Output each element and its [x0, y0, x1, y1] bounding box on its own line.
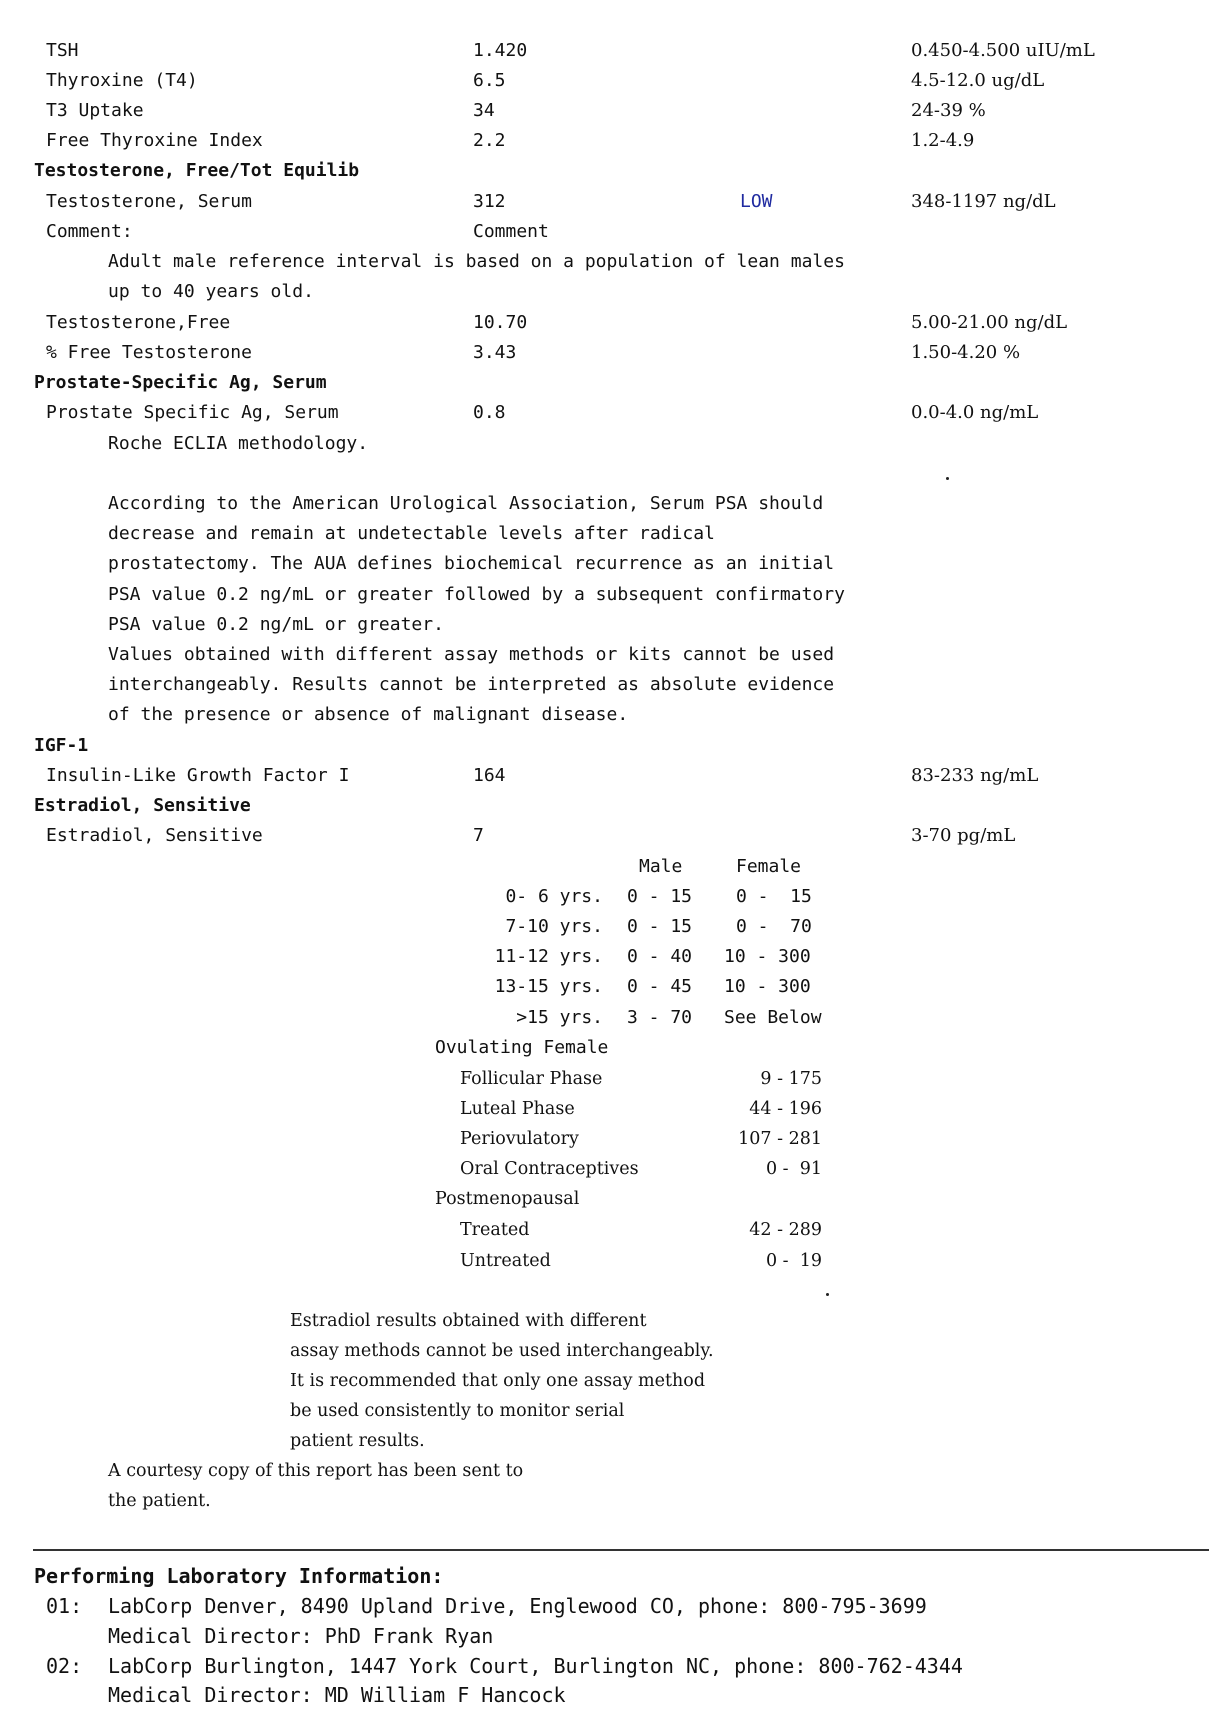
comment-text: decrease and remain at undetectable levels after radical: [108, 523, 715, 544]
comment-text: prostatectomy. The AUA defines biochemical recurrence as an initial: [108, 553, 835, 574]
courtesy-note: A courtesy copy of this report has been sent to: [108, 1461, 524, 1481]
reference-range: 3-70 pg/mL: [911, 825, 1016, 846]
comment-text: interchangeably. Results cannot be interpreted as absolute evidence: [108, 674, 835, 695]
result-name: % Free Testosterone: [46, 342, 252, 363]
phase-name: Periovulatory: [460, 1129, 579, 1149]
postmenopausal-title: Postmenopausal: [435, 1189, 580, 1209]
stray-dot: [946, 477, 949, 480]
lab-address: LabCorp Burlington, 1447 York Court, Burlington NC, phone: 800-762-4344: [108, 1654, 963, 1678]
result-name: TSH: [46, 40, 79, 61]
result-value: 2.2: [473, 130, 506, 151]
reference-range: 1.2-4.9: [911, 130, 975, 151]
age-band: 13-15 yrs.: [494, 976, 603, 997]
lab-director: Medical Director: MD William F Hancock: [108, 1683, 566, 1707]
section-divider: [33, 1549, 1209, 1551]
reference-range: 24-39 %: [911, 100, 986, 121]
female-range: 10 - 300: [724, 976, 811, 997]
age-band: 7-10 yrs.: [505, 916, 603, 937]
phase-name: Follicular Phase: [460, 1069, 603, 1089]
phase-range: 0 - 91: [765, 1159, 822, 1179]
result-name: Thyroxine (T4): [46, 70, 198, 91]
comment-text: Estradiol results obtained with different: [290, 1311, 647, 1331]
comment-text: of the presence or absence of malignant disease.: [108, 704, 629, 725]
age-band: 0- 6 yrs.: [505, 886, 603, 907]
result-name: Free Thyroxine Index: [46, 130, 263, 151]
age-band: >15 yrs.: [516, 1007, 603, 1028]
male-range: 3 - 70: [627, 1007, 693, 1028]
reference-range: 0.0-4.0 ng/mL: [911, 402, 1039, 423]
male-range: 0 - 40: [627, 946, 693, 967]
lab-address: LabCorp Denver, 8490 Upland Drive, Englewood CO, phone: 800-795-3699: [108, 1594, 927, 1618]
phase-name: Oral Contraceptives: [460, 1159, 639, 1179]
comment-value: Comment: [473, 221, 549, 242]
result-value: 312: [473, 191, 506, 212]
lab-code: 01:: [46, 1594, 83, 1618]
comment-text: up to 40 years old.: [108, 281, 314, 302]
result-value: 3.43: [473, 342, 517, 363]
phase-range: 44 - 196: [749, 1099, 822, 1119]
reference-range: 83-233 ng/mL: [911, 765, 1039, 786]
panel-header-testosterone: Testosterone, Free/Tot Equilib: [34, 160, 360, 181]
result-value: 6.5: [473, 70, 506, 91]
phase-range: 9 - 175: [760, 1069, 822, 1089]
comment-text: Values obtained with different assay methods or kits cannot be used: [108, 644, 835, 665]
result-name: Insulin-Like Growth Factor I: [46, 765, 350, 786]
stray-dot: [826, 1293, 829, 1296]
result-value: 34: [473, 100, 495, 121]
phase-name: Untreated: [460, 1251, 551, 1271]
result-name: Testosterone, Serum: [46, 191, 252, 212]
reference-range: 348-1197 ng/dL: [911, 191, 1056, 212]
male-range: 0 - 15: [627, 916, 693, 937]
result-value: 10.70: [473, 312, 528, 333]
reference-range: 1.50-4.20 %: [911, 342, 1021, 363]
panel-header-igf: IGF-1: [34, 735, 89, 756]
courtesy-note: the patient.: [108, 1491, 211, 1511]
lab-code: 02:: [46, 1654, 83, 1678]
phase-name: Luteal Phase: [460, 1099, 575, 1119]
phase-range: 42 - 289: [749, 1220, 822, 1240]
phase-range: 107 - 281: [738, 1129, 822, 1149]
result-name: Prostate Specific Ag, Serum: [46, 402, 339, 423]
phase-name: Treated: [460, 1220, 530, 1240]
panel-header-estradiol: Estradiol, Sensitive: [34, 795, 251, 816]
result-name: Testosterone,Free: [46, 312, 231, 333]
female-range: 0 - 70: [736, 916, 812, 937]
result-name: Estradiol, Sensitive: [46, 825, 263, 846]
female-range: 0 - 15: [736, 886, 812, 907]
result-value: 164: [473, 765, 506, 786]
male-range: 0 - 15: [627, 886, 693, 907]
abnormal-flag: LOW: [740, 191, 773, 212]
comment-label: Comment:: [46, 221, 133, 242]
method-note: Roche ECLIA methodology.: [108, 433, 369, 454]
comment-text: Adult male reference interval is based on a population of lean males: [108, 251, 845, 272]
result-value: 1.420: [473, 40, 528, 61]
comment-text: PSA value 0.2 ng/mL or greater followed by a subsequent confirmatory: [108, 584, 845, 605]
female-range: 10 - 300: [724, 946, 811, 967]
age-band: 11-12 yrs.: [494, 946, 603, 967]
result-name: T3 Uptake: [46, 100, 144, 121]
reference-range: 5.00-21.00 ng/dL: [911, 312, 1068, 333]
comment-text: assay methods cannot be used interchangeably.: [290, 1341, 714, 1361]
table-header-female: Female: [736, 856, 802, 877]
comment-text: PSA value 0.2 ng/mL or greater.: [108, 614, 444, 635]
result-value: 7: [473, 825, 484, 846]
lab-info-title: Performing Laboratory Information:: [34, 1564, 444, 1588]
comment-text: It is recommended that only one assay method: [290, 1371, 706, 1391]
panel-header-psa: Prostate-Specific Ag, Serum: [34, 372, 327, 393]
comment-text: According to the American Urological Association, Serum PSA should: [108, 493, 824, 514]
result-value: 0.8: [473, 402, 506, 423]
lab-director: Medical Director: PhD Frank Ryan: [108, 1624, 494, 1648]
reference-range: 4.5-12.0 ug/dL: [911, 70, 1045, 91]
male-range: 0 - 45: [627, 976, 693, 997]
phase-range: 0 - 19: [765, 1251, 822, 1271]
comment-text: patient results.: [290, 1431, 425, 1451]
ovulating-female-title: Ovulating Female: [435, 1037, 609, 1058]
reference-range: 0.450-4.500 uIU/mL: [911, 40, 1095, 61]
comment-text: be used consistently to monitor serial: [290, 1401, 625, 1421]
table-header-male: Male: [639, 856, 683, 877]
female-range: See Below: [724, 1007, 822, 1028]
